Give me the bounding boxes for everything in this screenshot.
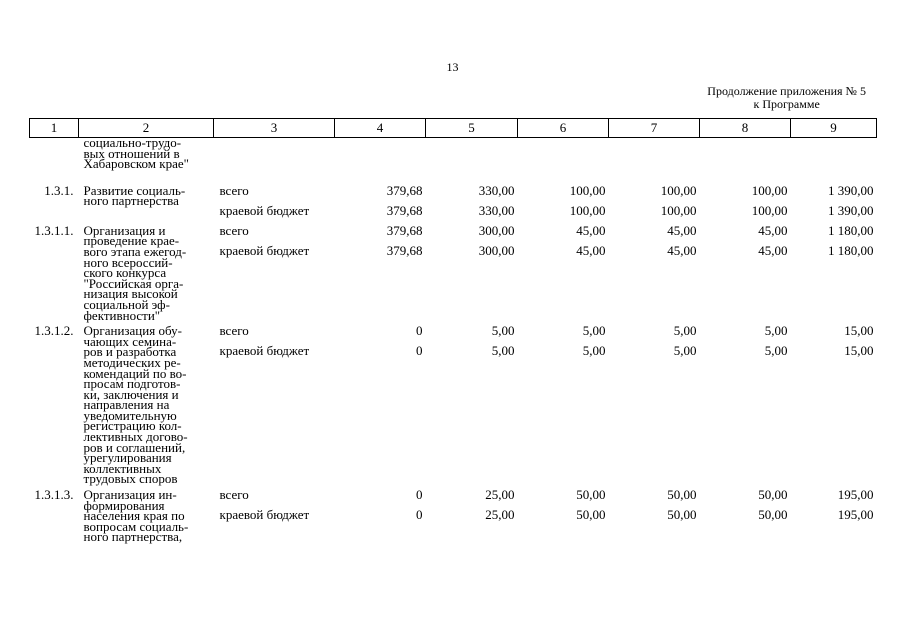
amount-value: 100,00 <box>751 202 788 218</box>
table-row <box>30 170 877 221</box>
continuation-row <box>30 138 877 170</box>
amount-value: 1 390,00 <box>828 182 874 198</box>
appendix-note-line-2: к Программе <box>753 97 820 111</box>
amount-value: 50,00 <box>667 487 697 503</box>
funding-source-label: всего <box>219 487 249 503</box>
amount-value: 5,00 <box>673 323 697 339</box>
amount-value: 330,00 <box>478 202 515 218</box>
row-code <box>30 170 79 221</box>
amount-value: 0 <box>416 487 423 503</box>
table-row <box>30 485 877 543</box>
amount-cell <box>700 485 791 543</box>
funding-source-label: краевой бюджет <box>219 242 310 258</box>
amount-cell <box>335 170 426 221</box>
amount-cell <box>518 321 609 485</box>
amount-value: 100,00 <box>660 182 697 198</box>
funding-source-label: краевой бюджет <box>219 343 310 359</box>
amount-cell <box>791 485 877 543</box>
row-code-text: 1.3.1.1. <box>34 222 74 238</box>
funding-source-label: всего <box>219 182 249 198</box>
row-name <box>79 221 214 321</box>
column-header: 1 <box>30 119 79 138</box>
budget-table <box>29 118 877 543</box>
amount-cell <box>700 170 791 221</box>
amount-value: 50,00 <box>576 487 606 503</box>
amount-value: 15,00 <box>844 343 874 359</box>
amount-cell <box>335 221 426 321</box>
amount-cell <box>426 221 518 321</box>
row-name <box>79 321 214 485</box>
appendix-note-line-1: Продолжение приложения № 5 <box>707 84 866 98</box>
amount-value: 45,00 <box>667 222 697 238</box>
funding-source <box>214 321 335 485</box>
funding-source-label: всего <box>219 222 249 238</box>
row-name-text: Развитие социаль- ного партнерства <box>83 182 186 209</box>
amount-value: 50,00 <box>758 487 788 503</box>
funding-source-label: всего <box>219 323 249 339</box>
continuation-text: социально-трудо- вых отношений в Хабаровском крае" <box>83 135 189 172</box>
funding-source-label: краевой бюджет <box>219 202 310 218</box>
page-number: 13 <box>446 60 459 74</box>
amount-value: 45,00 <box>758 242 788 258</box>
amount-value: 100,00 <box>751 182 788 198</box>
amount-cell <box>609 170 700 221</box>
amount-value: 5,00 <box>764 343 788 359</box>
amount-value: 195,00 <box>837 487 874 503</box>
amount-cell <box>609 485 700 543</box>
amount-value: 0 <box>416 323 423 339</box>
row-name-text: Организация и проведение крае- вого этапа ежегод- ного всероссий- ского конкурса "Российская орга- низация высокой социальной эф- фективности" <box>83 222 187 323</box>
amount-value: 1 180,00 <box>828 242 874 258</box>
amount-value: 379,68 <box>386 202 423 218</box>
amount-value: 195,00 <box>837 507 874 523</box>
amount-value: 25,00 <box>485 507 515 523</box>
row-code-text: 1.3.1.2. <box>34 323 74 339</box>
amount-value: 5,00 <box>582 323 606 339</box>
column-header: 5 <box>426 119 518 138</box>
funding-source <box>214 485 335 543</box>
amount-value: 100,00 <box>569 202 606 218</box>
amount-value: 5,00 <box>582 343 606 359</box>
amount-cell <box>609 221 700 321</box>
amount-value: 50,00 <box>758 507 788 523</box>
table-row <box>30 221 877 321</box>
amount-cell <box>426 170 518 221</box>
amount-value: 45,00 <box>758 222 788 238</box>
column-header: 7 <box>609 119 700 138</box>
row-code <box>30 221 79 321</box>
amount-cell <box>518 485 609 543</box>
row-code-text: 1.3.1.3. <box>34 487 74 503</box>
amount-cell <box>791 321 877 485</box>
row-name-text: Организация обу- чающих семина- ров и разработка методических ре- комендаций по во- просам подготов- ки, заключения и направления на уведомительную регистрацию кол- лективных догово- ров и соглашений, урегулирования коллективных трудовых споров <box>83 323 188 487</box>
amount-value: 45,00 <box>576 242 606 258</box>
table-row <box>30 321 877 485</box>
column-header: 8 <box>700 119 791 138</box>
amount-value: 379,68 <box>386 182 423 198</box>
amount-value: 5,00 <box>491 343 515 359</box>
amount-cell <box>791 170 877 221</box>
amount-cell <box>518 221 609 321</box>
amount-cell <box>700 221 791 321</box>
column-header: 2 <box>79 119 214 138</box>
amount-cell <box>335 485 426 543</box>
amount-value: 379,68 <box>386 222 423 238</box>
amount-cell <box>700 321 791 485</box>
amount-value: 300,00 <box>478 242 515 258</box>
row-code-text: 1.3.1. <box>44 182 74 198</box>
amount-cell <box>426 321 518 485</box>
amount-value: 50,00 <box>576 507 606 523</box>
amount-value: 100,00 <box>569 182 606 198</box>
funding-source-label: краевой бюджет <box>219 507 310 523</box>
amount-value: 5,00 <box>764 323 788 339</box>
column-header: 3 <box>214 119 335 138</box>
amount-cell <box>791 221 877 321</box>
amount-value: 300,00 <box>478 222 515 238</box>
amount-value: 1 180,00 <box>828 222 874 238</box>
amount-value: 0 <box>416 507 423 523</box>
column-header: 4 <box>335 119 426 138</box>
amount-value: 5,00 <box>491 323 515 339</box>
row-code <box>30 485 79 543</box>
row-name <box>79 170 214 221</box>
amount-value: 45,00 <box>576 222 606 238</box>
row-name-text: Организация ин- формирования населения края по вопросам социаль- ного партнерства, <box>83 487 189 545</box>
amount-value: 25,00 <box>485 487 515 503</box>
amount-value: 1 390,00 <box>828 202 874 218</box>
row-code <box>30 321 79 485</box>
funding-source <box>214 221 335 321</box>
amount-value: 5,00 <box>673 343 697 359</box>
row-name <box>79 485 214 543</box>
funding-source <box>214 170 335 221</box>
column-header: 9 <box>791 119 877 138</box>
appendix-note <box>707 85 866 111</box>
amount-value: 100,00 <box>660 202 697 218</box>
amount-value: 330,00 <box>478 182 515 198</box>
amount-value: 379,68 <box>386 242 423 258</box>
amount-cell <box>426 485 518 543</box>
amount-cell <box>335 321 426 485</box>
amount-value: 50,00 <box>667 507 697 523</box>
amount-cell <box>518 170 609 221</box>
amount-value: 15,00 <box>844 323 874 339</box>
amount-value: 45,00 <box>667 242 697 258</box>
amount-value: 0 <box>416 343 423 359</box>
amount-cell <box>609 321 700 485</box>
column-header: 6 <box>518 119 609 138</box>
